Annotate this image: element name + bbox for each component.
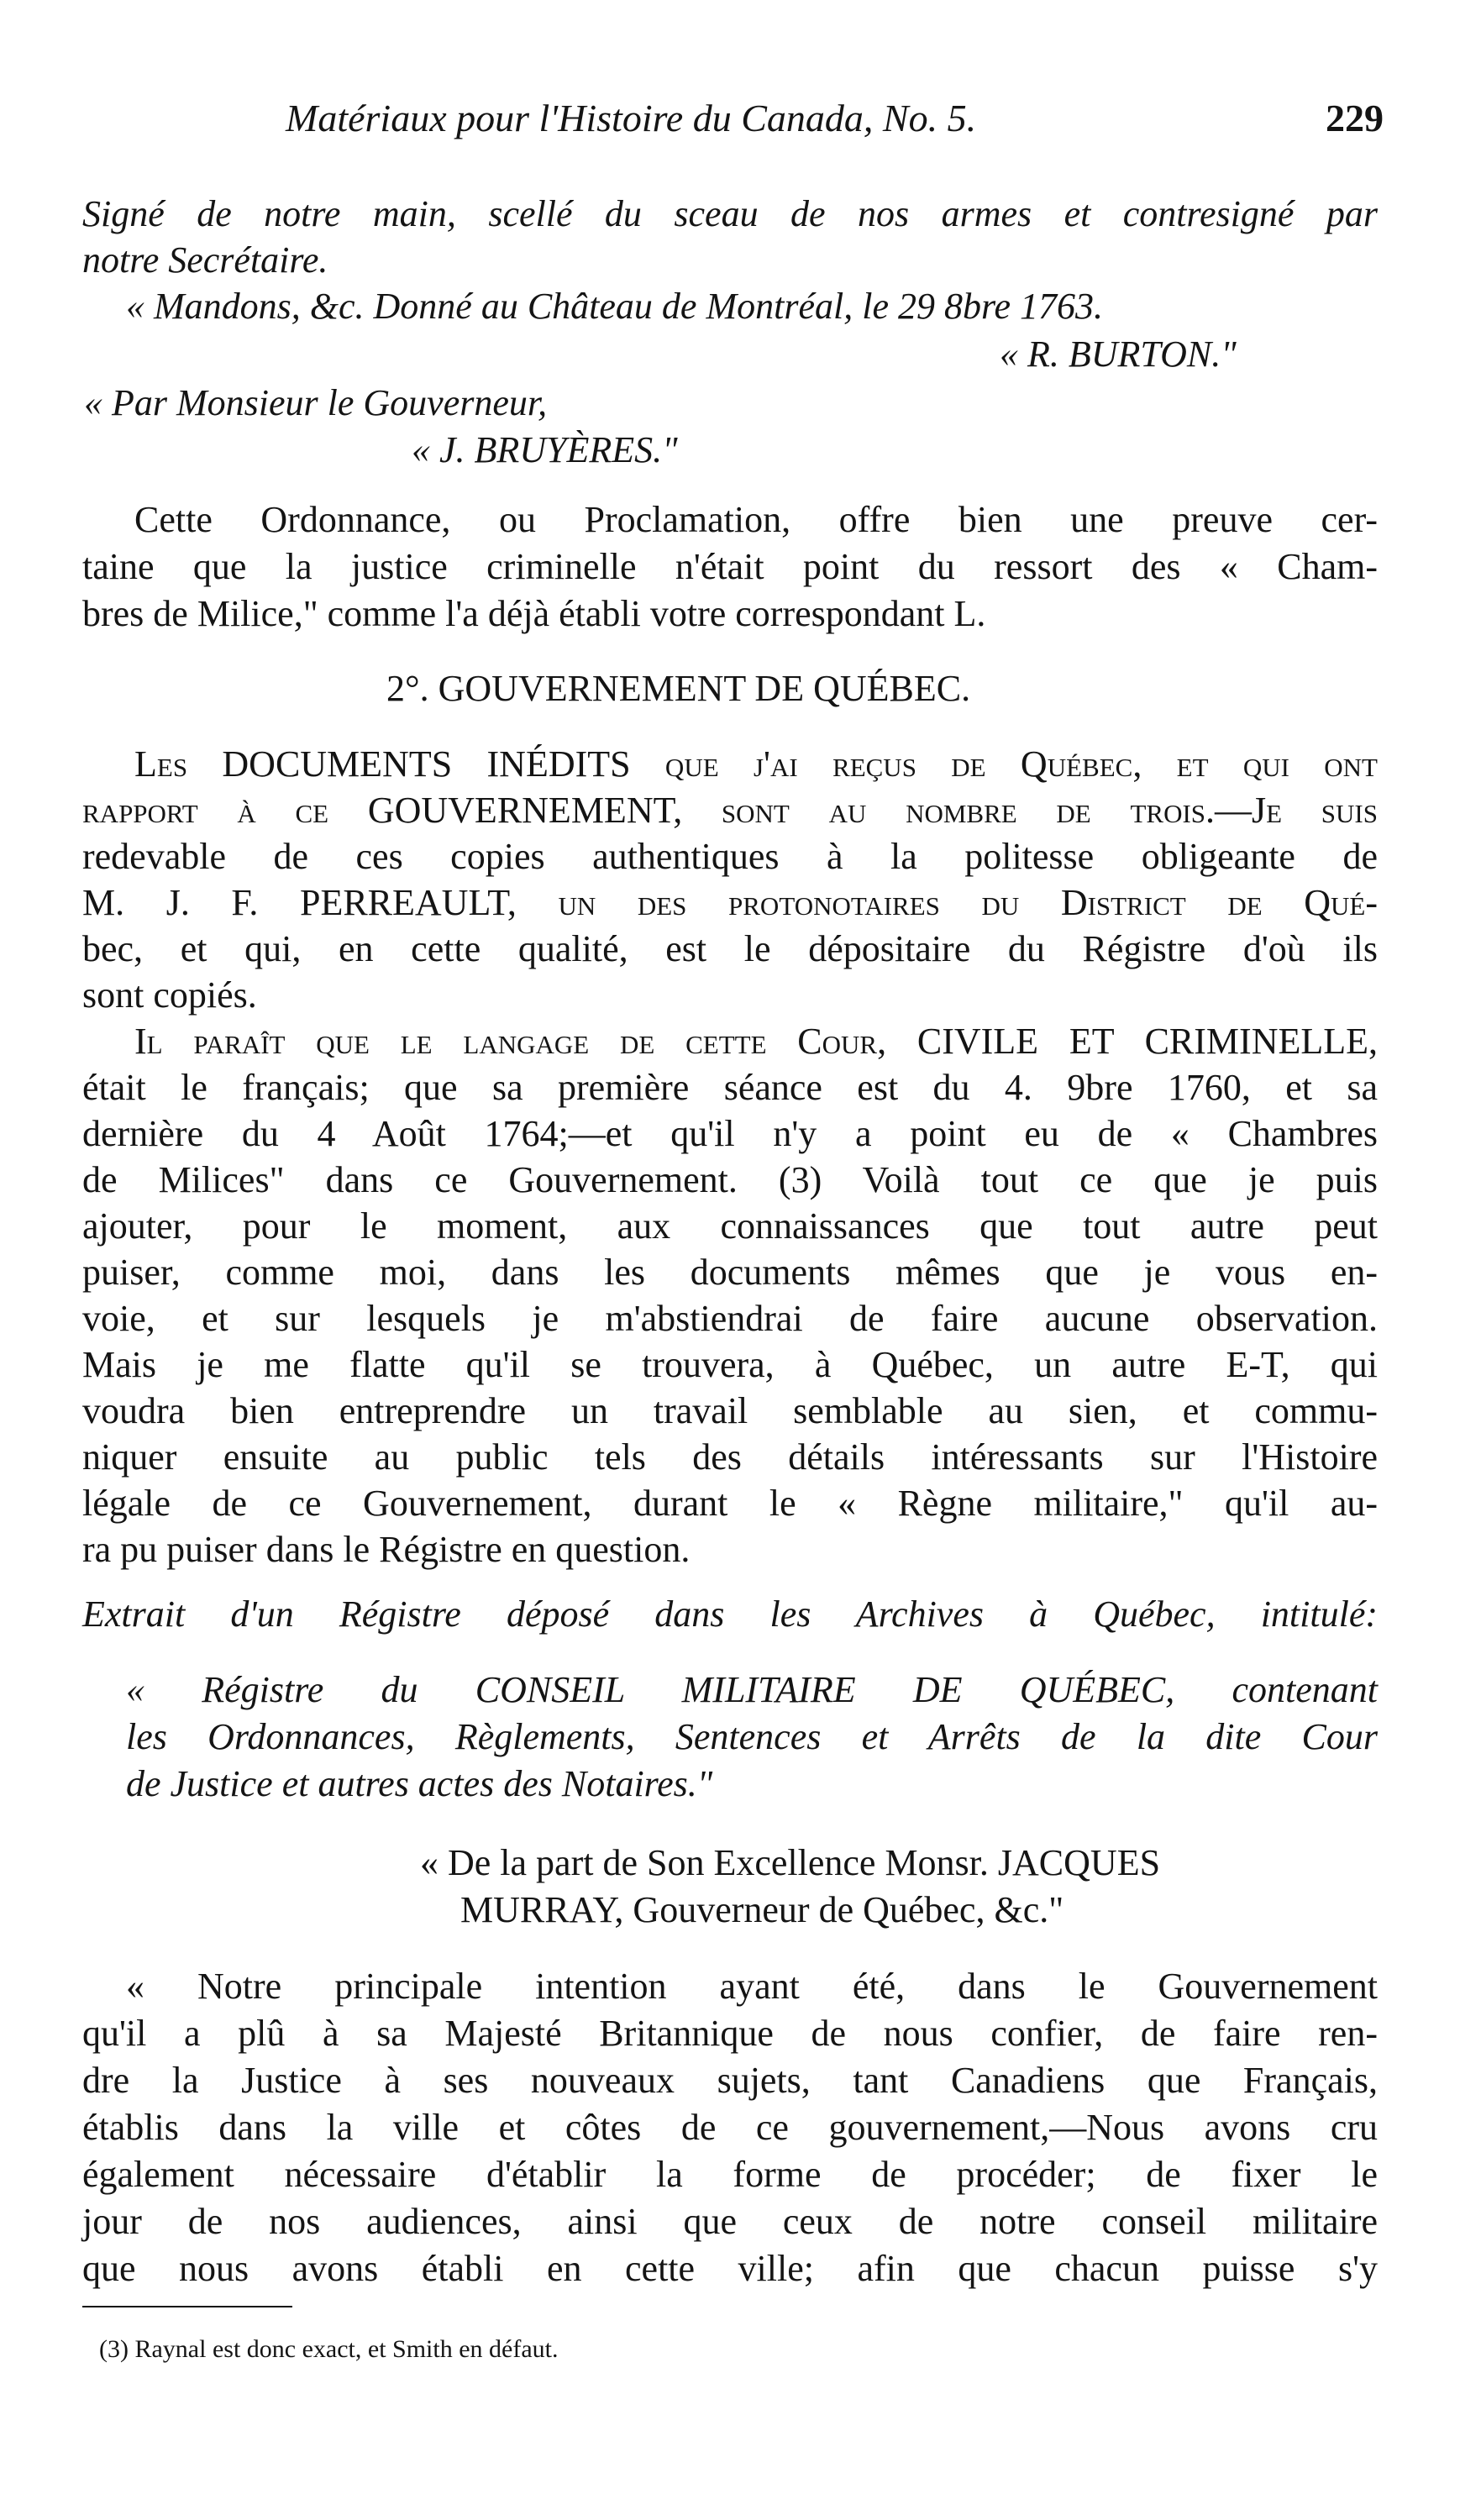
text-line: sont copiés.: [82, 974, 257, 1016]
text-line: voie, et sur lesquels je m'abstiendrai de faire aucune observation.: [82, 1298, 1378, 1339]
text-line: légale de ce Gouvernement, durant le « Règne militaire," qu'il au-: [82, 1483, 1378, 1524]
text-line: bec, et qui, en cette qualité, est le dépositaire du Régistre d'où ils: [82, 928, 1378, 969]
text-line: rapport à ce GOUVERNEMENT, sont au nombre de trois.—Je suis: [82, 790, 1378, 831]
text-line: M. J. F. PERREAULT, un des protonotaires du District de Qué-: [82, 882, 1378, 923]
page-number: 229: [1326, 97, 1384, 139]
text-line: ra pu puiser dans le Régistre en question.: [82, 1529, 691, 1570]
footnote-rule: [82, 2306, 292, 2307]
text-line: de Milices" dans ce Gouvernement. (3) Voilà tout ce que je puis: [82, 1159, 1378, 1200]
text-line: « Mandons, &c. Donné au Château de Montréal, le 29 8bre 1763.: [126, 286, 1103, 327]
register-title-line: « Régistre du CONSEIL MILITAIRE DE QUÉBEC, contenant: [126, 1669, 1378, 1710]
text-line: était le français; que sa première séance est du 4. 9bre 1760, et sa: [82, 1067, 1378, 1108]
signature-line: « J. BRUYÈRES.": [412, 429, 678, 470]
text-line: puiser, comme moi, dans les documents mêmes que je vous en-: [82, 1252, 1378, 1293]
text-line: bres de Milice," comme l'a déjà établi votre correspondant L.: [82, 593, 986, 634]
ordinance-header-line: « De la part de Son Excellence Monsr. JACQUES: [420, 1842, 1161, 1883]
text-line: « Notre principale intention ayant été, dans le Gouvernement: [126, 1966, 1378, 2007]
text-line: Cette Ordonnance, ou Proclamation, offre bien une preuve cer-: [134, 499, 1378, 540]
text-line: ajouter, pour le moment, aux connaissances que tout autre peut: [82, 1205, 1378, 1247]
text-line: taine que la justice criminelle n'était point du ressort des « Cham-: [82, 546, 1378, 587]
text-line: jour de nos audiences, ainsi que ceux de notre conseil militaire: [82, 2201, 1378, 2242]
signature-line: « R. BURTON.": [1000, 333, 1237, 375]
text-line: niquer ensuite au public tels des détails intéressants sur l'Histoire: [82, 1436, 1378, 1478]
text-line: notre Secrétaire.: [82, 239, 328, 281]
register-title-line: de Justice et autres actes des Notaires.": [126, 1763, 713, 1804]
extract-heading: Extrait d'un Régistre déposé dans les Archives à Québec, intitulé:: [82, 1593, 1378, 1635]
text-line: établis dans la ville et côtes de ce gouvernement,—Nous avons cru: [82, 2107, 1378, 2148]
text-line: Il paraît que le langage de cette Cour, CIVILE ET CRIMINELLE,: [134, 1021, 1378, 1062]
ordinance-header-line: MURRAY, Gouverneur de Québec, &c.": [460, 1889, 1064, 1930]
register-title-line: les Ordonnances, Règlements, Sentences et Arrêts de la dite Cour: [126, 1716, 1378, 1757]
section-heading: 2°. GOUVERNEMENT DE QUÉBEC.: [386, 668, 971, 709]
text-line: que nous avons établi en cette ville; afin que chacun puisse s'y: [82, 2248, 1378, 2289]
text-line: Les DOCUMENTS INÉDITS que j'ai reçus de Québec, et qui ont: [134, 743, 1378, 785]
text-line: redevable de ces copies authentiques à la politesse obligeante de: [82, 836, 1378, 877]
text-line: voudra bien entreprendre un travail semblable au sien, et commu-: [82, 1390, 1378, 1431]
footnote: (3) Raynal est donc exact, et Smith en défaut.: [99, 2335, 559, 2363]
text-line: « Par Monsieur le Gouverneur,: [84, 382, 548, 423]
running-title: Matériaux pour l'Histoire du Canada, No. 5.: [286, 97, 977, 139]
text-line: dre la Justice à ses nouveaux sujets, tant Canadiens que Français,: [82, 2060, 1378, 2101]
text-line: qu'il a plû à sa Majesté Britannique de nous confier, de faire ren-: [82, 2013, 1378, 2054]
text-line: Signé de notre main, scellé du sceau de nos armes et contresigné par: [82, 193, 1378, 234]
text-line: Mais je me flatte qu'il se trouvera, à Québec, un autre E-T, qui: [82, 1344, 1378, 1385]
text-line: également nécessaire d'établir la forme de procéder; de fixer le: [82, 2154, 1378, 2195]
text-line: dernière du 4 Août 1764;—et qu'il n'y a point eu de « Chambres: [82, 1113, 1378, 1154]
